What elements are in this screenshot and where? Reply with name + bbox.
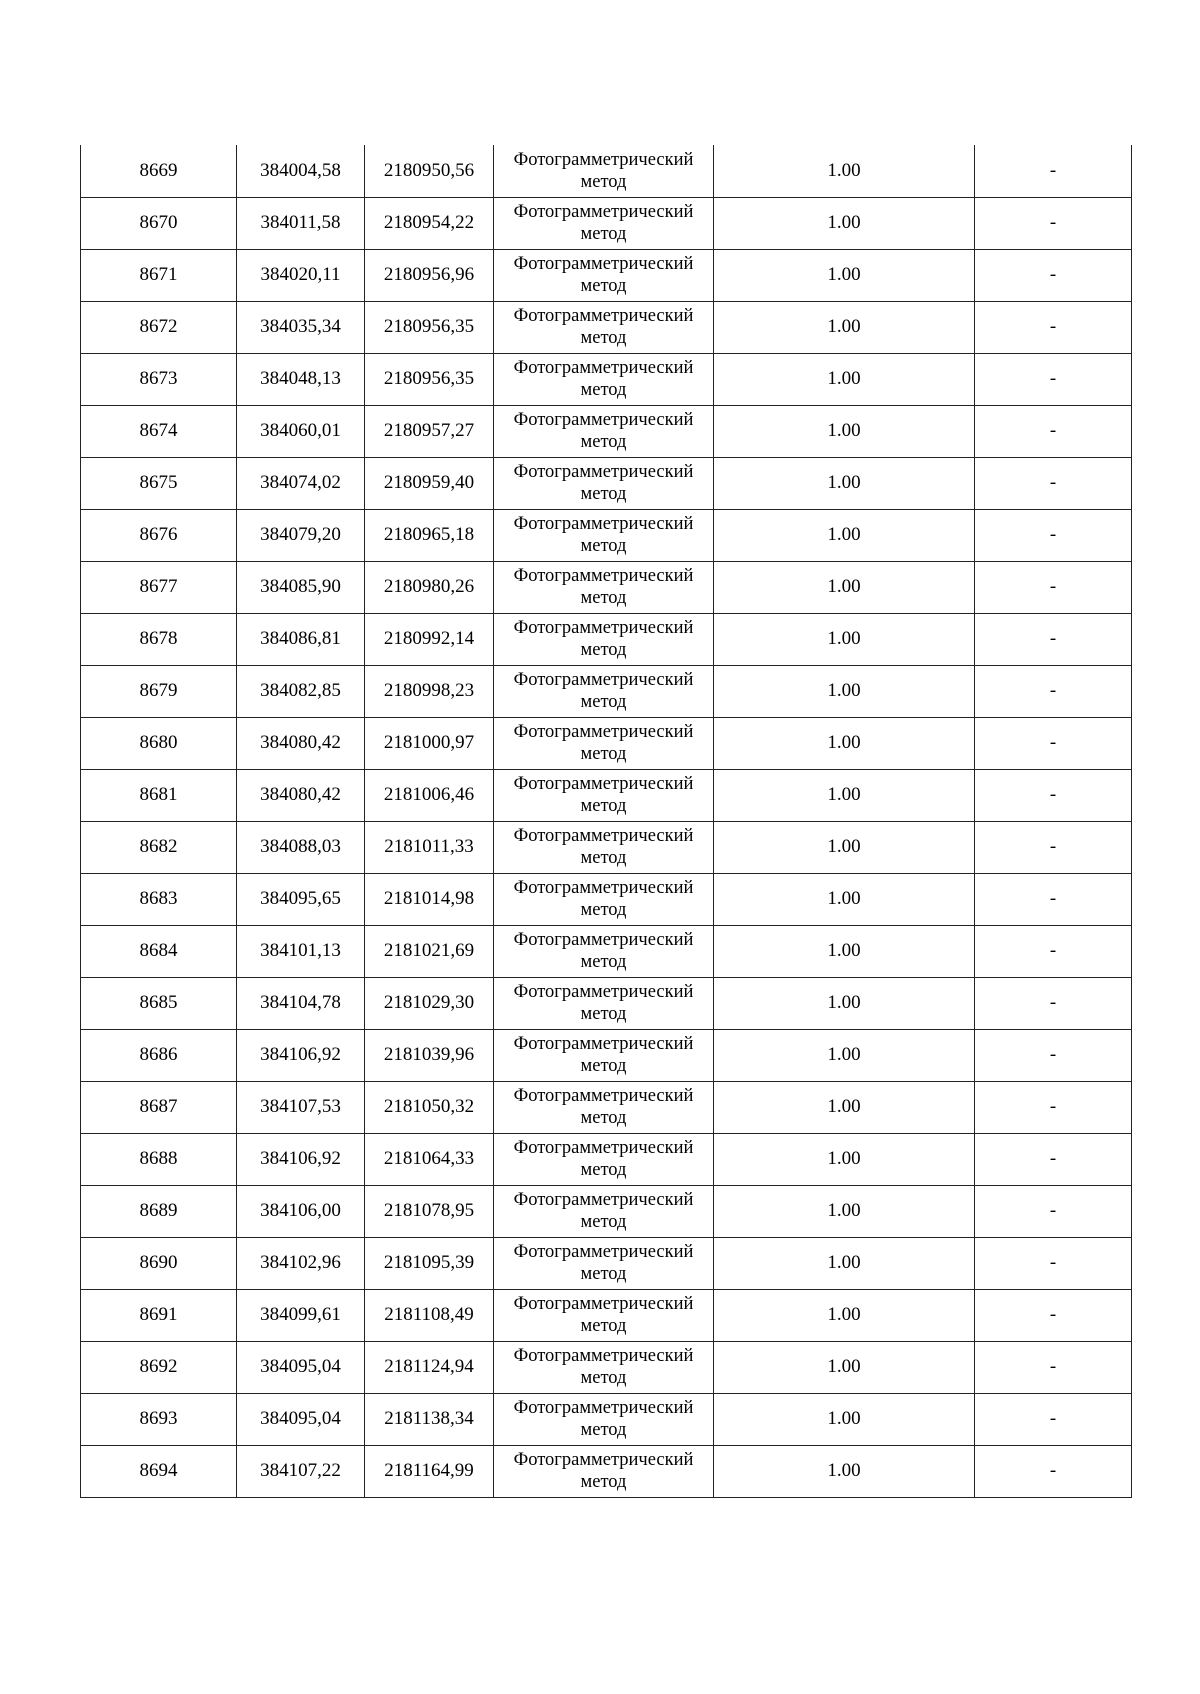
x-coordinate-cell: 384106,92 xyxy=(237,1133,365,1185)
y-coordinate-cell: 2180956,96 xyxy=(365,249,494,301)
point-number-cell: 8686 xyxy=(81,1029,237,1081)
note-cell: - xyxy=(975,613,1132,665)
y-coordinate-cell: 2180954,22 xyxy=(365,197,494,249)
method-cell xyxy=(494,1237,714,1289)
accuracy-cell: 1.00 xyxy=(714,1185,975,1237)
method-text-line2: метод xyxy=(580,952,627,972)
method-cell xyxy=(494,561,714,613)
note-cell: - xyxy=(975,1237,1132,1289)
point-number-cell: 8683 xyxy=(81,873,237,925)
method-text-line2: метод xyxy=(580,1472,627,1492)
accuracy-cell: 1.00 xyxy=(714,1445,975,1497)
method-cell xyxy=(494,873,714,925)
method-cell xyxy=(494,509,714,561)
point-number-cell: 8677 xyxy=(81,561,237,613)
x-coordinate-cell: 384104,78 xyxy=(237,977,365,1029)
note-cell: - xyxy=(975,197,1132,249)
method-text-line2: метод xyxy=(580,692,627,712)
y-coordinate-cell: 2181050,32 xyxy=(365,1081,494,1133)
note-cell: - xyxy=(975,925,1132,977)
point-number-cell: 8692 xyxy=(81,1341,237,1393)
point-number-cell: 8669 xyxy=(81,145,237,197)
x-coordinate-cell: 384080,42 xyxy=(237,717,365,769)
accuracy-cell: 1.00 xyxy=(714,1393,975,1445)
accuracy-cell: 1.00 xyxy=(714,873,975,925)
accuracy-cell: 1.00 xyxy=(714,1081,975,1133)
method-cell xyxy=(494,665,714,717)
method-text-line1: Фотограмметрический xyxy=(513,202,694,222)
point-number-cell: 8675 xyxy=(81,457,237,509)
y-coordinate-cell: 2180959,40 xyxy=(365,457,494,509)
method-cell xyxy=(494,1185,714,1237)
method-text-line2: метод xyxy=(580,224,627,244)
y-coordinate-cell: 2181124,94 xyxy=(365,1341,494,1393)
x-coordinate-cell: 384060,01 xyxy=(237,405,365,457)
x-coordinate-cell: 384048,13 xyxy=(237,353,365,405)
point-number-cell: 8688 xyxy=(81,1133,237,1185)
point-number-cell: 8673 xyxy=(81,353,237,405)
y-coordinate-cell: 2181021,69 xyxy=(365,925,494,977)
table-row xyxy=(81,873,1132,925)
point-number-cell: 8685 xyxy=(81,977,237,1029)
method-text-line1: Фотограмметрический xyxy=(513,1190,694,1210)
method-text-line2: метод xyxy=(580,1004,627,1024)
point-number-cell: 8691 xyxy=(81,1289,237,1341)
coordinates-table-body xyxy=(81,145,1132,1497)
method-text-line2: метод xyxy=(580,1420,627,1440)
point-number-cell: 8684 xyxy=(81,925,237,977)
x-coordinate-cell: 384035,34 xyxy=(237,301,365,353)
x-coordinate-cell: 384106,00 xyxy=(237,1185,365,1237)
point-number-cell: 8671 xyxy=(81,249,237,301)
y-coordinate-cell: 2180956,35 xyxy=(365,301,494,353)
point-number-cell: 8670 xyxy=(81,197,237,249)
table-row xyxy=(81,613,1132,665)
table-row xyxy=(81,457,1132,509)
method-text-line2: метод xyxy=(580,328,627,348)
method-text-line1: Фотограмметрический xyxy=(513,149,694,170)
method-text-line1: Фотограмметрический xyxy=(513,306,694,326)
y-coordinate-cell: 2181014,98 xyxy=(365,873,494,925)
accuracy-cell: 1.00 xyxy=(714,1133,975,1185)
method-text-line2: метод xyxy=(580,588,627,608)
method-text-line2: метод xyxy=(580,276,627,296)
point-number-cell: 8678 xyxy=(81,613,237,665)
x-coordinate-cell: 384085,90 xyxy=(237,561,365,613)
method-cell xyxy=(494,717,714,769)
method-text-line2: метод xyxy=(580,1368,627,1388)
x-coordinate-cell: 384086,81 xyxy=(237,613,365,665)
method-text-line1: Фотограмметрический xyxy=(513,930,694,950)
method-text-line2: метод xyxy=(580,432,627,452)
y-coordinate-cell: 2181138,34 xyxy=(365,1393,494,1445)
y-coordinate-cell: 2181064,33 xyxy=(365,1133,494,1185)
table-row xyxy=(81,1393,1132,1445)
accuracy-cell: 1.00 xyxy=(714,977,975,1029)
x-coordinate-cell: 384079,20 xyxy=(237,509,365,561)
y-coordinate-cell: 2180980,26 xyxy=(365,561,494,613)
method-cell xyxy=(494,1341,714,1393)
method-cell xyxy=(494,821,714,873)
method-text-line1: Фотограмметрический xyxy=(513,462,694,482)
point-number-cell: 8676 xyxy=(81,509,237,561)
x-coordinate-cell: 384099,61 xyxy=(237,1289,365,1341)
table-row xyxy=(81,405,1132,457)
method-text-line1: Фотограмметрический xyxy=(513,982,694,1002)
note-cell: - xyxy=(975,1445,1132,1497)
method-text-line2: метод xyxy=(580,380,627,400)
method-text-line1: Фотограмметрический xyxy=(513,878,694,898)
method-cell xyxy=(494,1081,714,1133)
accuracy-cell: 1.00 xyxy=(714,457,975,509)
method-cell xyxy=(494,249,714,301)
method-text-line2: метод xyxy=(580,1212,627,1232)
coordinates-table xyxy=(80,145,1132,1498)
table-row xyxy=(81,925,1132,977)
accuracy-cell: 1.00 xyxy=(714,925,975,977)
table-row xyxy=(81,1081,1132,1133)
x-coordinate-cell: 384106,92 xyxy=(237,1029,365,1081)
method-text-line2: метод xyxy=(580,1316,627,1336)
note-cell: - xyxy=(975,873,1132,925)
x-coordinate-cell: 384095,65 xyxy=(237,873,365,925)
accuracy-cell: 1.00 xyxy=(714,145,975,197)
accuracy-cell: 1.00 xyxy=(714,197,975,249)
point-number-cell: 8682 xyxy=(81,821,237,873)
method-text-line1: Фотограмметрический xyxy=(513,1450,694,1470)
x-coordinate-cell: 384011,58 xyxy=(237,197,365,249)
method-cell xyxy=(494,1289,714,1341)
method-text-line2: метод xyxy=(580,848,627,868)
method-text-line2: метод xyxy=(580,744,627,764)
method-text-line1: Фотограмметрический xyxy=(513,410,694,430)
method-text-line1: Фотограмметрический xyxy=(513,566,694,586)
x-coordinate-cell: 384020,11 xyxy=(237,249,365,301)
point-number-cell: 8689 xyxy=(81,1185,237,1237)
table-row xyxy=(81,249,1132,301)
table-row xyxy=(81,1289,1132,1341)
note-cell: - xyxy=(975,821,1132,873)
accuracy-cell: 1.00 xyxy=(714,405,975,457)
table-row xyxy=(81,197,1132,249)
table-row xyxy=(81,1341,1132,1393)
method-text-line1: Фотограмметрический xyxy=(513,1346,694,1366)
method-text-line1: Фотограмметрический xyxy=(513,1294,694,1314)
x-coordinate-cell: 384107,53 xyxy=(237,1081,365,1133)
method-text-line1: Фотограмметрический xyxy=(513,1138,694,1158)
point-number-cell: 8681 xyxy=(81,769,237,821)
table-row xyxy=(81,509,1132,561)
accuracy-cell: 1.00 xyxy=(714,353,975,405)
x-coordinate-cell: 384004,58 xyxy=(237,145,365,197)
accuracy-cell: 1.00 xyxy=(714,613,975,665)
note-cell: - xyxy=(975,145,1132,197)
method-text-line2: метод xyxy=(580,640,627,660)
method-cell xyxy=(494,769,714,821)
method-text-line1: Фотограмметрический xyxy=(513,1398,694,1418)
method-text-line1: Фотограмметрический xyxy=(513,1034,694,1054)
method-cell xyxy=(494,1029,714,1081)
point-number-cell: 8687 xyxy=(81,1081,237,1133)
method-cell xyxy=(494,1445,714,1497)
method-cell xyxy=(494,613,714,665)
method-text-line1: Фотограмметрический xyxy=(513,1086,694,1106)
table-row xyxy=(81,1133,1132,1185)
note-cell: - xyxy=(975,1393,1132,1445)
method-cell xyxy=(494,977,714,1029)
method-cell xyxy=(494,925,714,977)
table-row xyxy=(81,1185,1132,1237)
x-coordinate-cell: 384095,04 xyxy=(237,1341,365,1393)
point-number-cell: 8680 xyxy=(81,717,237,769)
x-coordinate-cell: 384088,03 xyxy=(237,821,365,873)
table-row xyxy=(81,1029,1132,1081)
method-cell xyxy=(494,145,714,197)
table-row xyxy=(81,1237,1132,1289)
accuracy-cell: 1.00 xyxy=(714,1237,975,1289)
method-cell xyxy=(494,405,714,457)
note-cell: - xyxy=(975,1341,1132,1393)
method-text-line1: Фотограмметрический xyxy=(513,618,694,638)
table-row xyxy=(81,665,1132,717)
y-coordinate-cell: 2181164,99 xyxy=(365,1445,494,1497)
table-row xyxy=(81,301,1132,353)
table-row xyxy=(81,977,1132,1029)
method-text-line2: метод xyxy=(580,1056,627,1076)
x-coordinate-cell: 384095,04 xyxy=(237,1393,365,1445)
y-coordinate-cell: 2181078,95 xyxy=(365,1185,494,1237)
method-text-line2: метод xyxy=(580,1264,627,1284)
y-coordinate-cell: 2180950,56 xyxy=(365,145,494,197)
method-text-line1: Фотограмметрический xyxy=(513,1242,694,1262)
x-coordinate-cell: 384080,42 xyxy=(237,769,365,821)
note-cell: - xyxy=(975,1133,1132,1185)
method-cell xyxy=(494,1393,714,1445)
method-cell xyxy=(494,301,714,353)
method-cell xyxy=(494,1133,714,1185)
method-text-line1: Фотограмметрический xyxy=(513,514,694,534)
y-coordinate-cell: 2181011,33 xyxy=(365,821,494,873)
note-cell: - xyxy=(975,665,1132,717)
table-row xyxy=(81,561,1132,613)
accuracy-cell: 1.00 xyxy=(714,1289,975,1341)
note-cell: - xyxy=(975,717,1132,769)
table-row xyxy=(81,145,1132,197)
table-row xyxy=(81,717,1132,769)
method-cell xyxy=(494,353,714,405)
note-cell: - xyxy=(975,1185,1132,1237)
method-cell xyxy=(494,197,714,249)
note-cell: - xyxy=(975,457,1132,509)
point-number-cell: 8690 xyxy=(81,1237,237,1289)
table-row xyxy=(81,769,1132,821)
y-coordinate-cell: 2180965,18 xyxy=(365,509,494,561)
accuracy-cell: 1.00 xyxy=(714,665,975,717)
table-row xyxy=(81,1445,1132,1497)
method-text-line2: метод xyxy=(580,536,627,556)
y-coordinate-cell: 2181029,30 xyxy=(365,977,494,1029)
method-text-line1: Фотограмметрический xyxy=(513,254,694,274)
y-coordinate-cell: 2180998,23 xyxy=(365,665,494,717)
x-coordinate-cell: 384101,13 xyxy=(237,925,365,977)
note-cell: - xyxy=(975,769,1132,821)
method-text-line1: Фотограмметрический xyxy=(513,826,694,846)
x-coordinate-cell: 384107,22 xyxy=(237,1445,365,1497)
table-row xyxy=(81,353,1132,405)
x-coordinate-cell: 384082,85 xyxy=(237,665,365,717)
note-cell: - xyxy=(975,1081,1132,1133)
note-cell: - xyxy=(975,1029,1132,1081)
table-row xyxy=(81,821,1132,873)
note-cell: - xyxy=(975,509,1132,561)
method-cell xyxy=(494,457,714,509)
y-coordinate-cell: 2181095,39 xyxy=(365,1237,494,1289)
y-coordinate-cell: 2181039,96 xyxy=(365,1029,494,1081)
point-number-cell: 8693 xyxy=(81,1393,237,1445)
point-number-cell: 8674 xyxy=(81,405,237,457)
accuracy-cell: 1.00 xyxy=(714,1029,975,1081)
method-text-line1: Фотограмметрический xyxy=(513,358,694,378)
method-text-line2: метод xyxy=(580,171,627,192)
note-cell: - xyxy=(975,301,1132,353)
y-coordinate-cell: 2180956,35 xyxy=(365,353,494,405)
method-text-line2: метод xyxy=(580,1108,627,1128)
method-text-line2: метод xyxy=(580,1160,627,1180)
accuracy-cell: 1.00 xyxy=(714,561,975,613)
point-number-cell: 8672 xyxy=(81,301,237,353)
accuracy-cell: 1.00 xyxy=(714,821,975,873)
y-coordinate-cell: 2180957,27 xyxy=(365,405,494,457)
method-text-line1: Фотограмметрический xyxy=(513,774,694,794)
y-coordinate-cell: 2181000,97 xyxy=(365,717,494,769)
note-cell: - xyxy=(975,977,1132,1029)
y-coordinate-cell: 2180992,14 xyxy=(365,613,494,665)
y-coordinate-cell: 2181108,49 xyxy=(365,1289,494,1341)
accuracy-cell: 1.00 xyxy=(714,1341,975,1393)
note-cell: - xyxy=(975,405,1132,457)
accuracy-cell: 1.00 xyxy=(714,717,975,769)
x-coordinate-cell: 384102,96 xyxy=(237,1237,365,1289)
point-number-cell: 8694 xyxy=(81,1445,237,1497)
method-text-line1: Фотограмметрический xyxy=(513,670,694,690)
note-cell: - xyxy=(975,561,1132,613)
accuracy-cell: 1.00 xyxy=(714,769,975,821)
x-coordinate-cell: 384074,02 xyxy=(237,457,365,509)
accuracy-cell: 1.00 xyxy=(714,249,975,301)
accuracy-cell: 1.00 xyxy=(714,509,975,561)
method-text-line2: метод xyxy=(580,796,627,816)
point-number-cell: 8679 xyxy=(81,665,237,717)
y-coordinate-cell: 2181006,46 xyxy=(365,769,494,821)
note-cell: - xyxy=(975,1289,1132,1341)
method-text-line2: метод xyxy=(580,484,627,504)
method-text-line1: Фотограмметрический xyxy=(513,722,694,742)
note-cell: - xyxy=(975,249,1132,301)
method-text-line2: метод xyxy=(580,900,627,920)
accuracy-cell: 1.00 xyxy=(714,301,975,353)
note-cell: - xyxy=(975,353,1132,405)
